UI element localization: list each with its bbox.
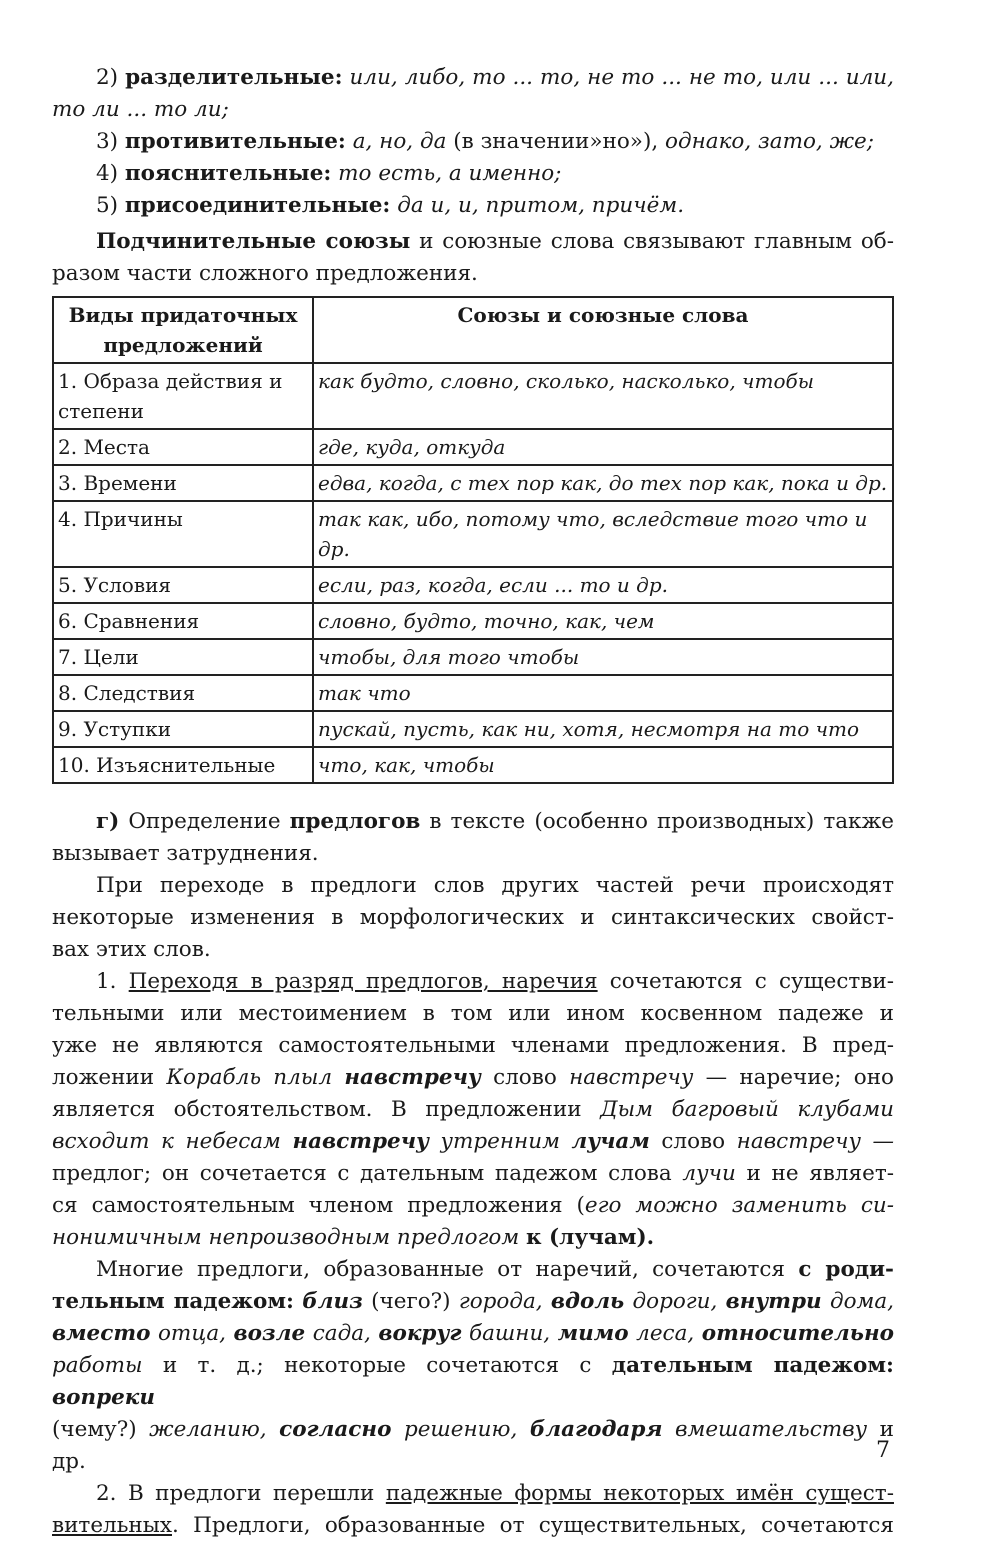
table-row bbox=[53, 603, 893, 639]
clause-type: 6. Сравнения bbox=[53, 603, 313, 639]
paragraph-point-1: 1. Переходя в разряд предлогов, наречия сочетаются с существи- тельными или местоимением в том или ином косвенном падеже и уже не являются самостоятельными членами предложения. В пред- ложении Корабль плыл навстречу слово навстречу — наречие; оно является обстоятельством. В предложении Дым багровый клубами всходит к небесам навстречу утренним лучам слово навстречу — предлог; он сочетается с дательным падежом слова лучи и не являет- ся самостоятельным членом предложения (его можно заменить си- нонимичным непроизводным предлогом к (лучам). bbox=[52, 969, 895, 1250]
clause-conjunctions: словно, будто, точно, как, чем bbox=[313, 603, 893, 639]
clause-conjunctions: едва, когда, с тех пор как, до тех пор как, пока и др. bbox=[313, 465, 893, 501]
clause-conjunctions: что, как, чтобы bbox=[313, 747, 893, 783]
clause-type: 1. Образа действия и степени bbox=[53, 363, 313, 429]
clause-type: 9. Уступки bbox=[53, 711, 313, 747]
clause-conjunctions: так что bbox=[313, 675, 893, 711]
table-row bbox=[53, 567, 893, 603]
paragraph-point-2: 2. В предлоги перешли падежные формы некоторых имён сущест- вительных. Предлоги, образованные от существительных, сочетаются bbox=[52, 1481, 894, 1538]
table-row bbox=[53, 675, 893, 711]
table-row bbox=[53, 429, 893, 465]
clause-conjunctions: где, куда, откуда bbox=[313, 429, 893, 465]
paragraph-transition: При переходе в предлоги слов других частей речи происходят некоторые изменения в морфологических и синтаксических свойст- вах этих слов. bbox=[52, 873, 894, 962]
paragraph-derived-prepositions: Многие предлоги, образованные от наречий, сочетаются с роди- тельным падежом: близ (чего?) города, вдоль дороги, внутри дома, вместо отца, возле сада, вокруг башни, мимо леса, относительно работы и т. д.; некоторые сочетаются с дательным падежом: вопреки (чему?) желанию, согласно решению, благодаря вмешательству и др. bbox=[52, 1257, 895, 1474]
table-row bbox=[53, 639, 893, 675]
clause-type: 10. Изъяснительные bbox=[53, 747, 313, 783]
clause-conjunctions: пускай, пусть, как ни, хотя, несмотря на то что bbox=[313, 711, 893, 747]
clause-conjunctions: как будто, словно, сколько, насколько, чтобы bbox=[313, 363, 893, 429]
table-row bbox=[53, 465, 893, 501]
list-item-divisive: 2) разделительные: или, либо, то ... то, не то ... не то, или ... или, то ли ... то ли; bbox=[52, 65, 894, 122]
page-content bbox=[52, 62, 894, 1542]
clause-type: 3. Времени bbox=[53, 465, 313, 501]
subordinate-intro: Подчинительные союзы и союзные слова связывают главным об- разом части сложного предложения. bbox=[52, 229, 894, 286]
clause-type: 8. Следствия bbox=[53, 675, 313, 711]
table-header-row bbox=[53, 297, 893, 363]
clause-type: 7. Цели bbox=[53, 639, 313, 675]
clause-type: 4. Причины bbox=[53, 501, 313, 567]
list-item-connective: 5) присоединительные: да и, и, притом, причём. bbox=[96, 193, 685, 218]
table-row bbox=[53, 501, 893, 567]
paragraph-prepositions: г) Определение предлогов в тексте (особенно производных) также вызывает затруднения. bbox=[52, 809, 894, 866]
clause-type: 2. Места bbox=[53, 429, 313, 465]
table-row bbox=[53, 363, 893, 429]
table-row bbox=[53, 747, 893, 783]
clause-conjunctions: если, раз, когда, если ... то и др. bbox=[313, 567, 893, 603]
clause-type: 5. Условия bbox=[53, 567, 313, 603]
table-header: Виды придаточных предложений bbox=[53, 297, 313, 363]
table-row bbox=[53, 711, 893, 747]
clause-conjunctions: так как, ибо, потому что, вследствие того что и др. bbox=[313, 501, 893, 567]
list-item-explanatory: 4) пояснительные: то есть, а именно; bbox=[96, 161, 562, 186]
list-item-adversative: 3) противительные: а, но, да (в значении»но»), однако, зато, же; bbox=[96, 129, 874, 154]
clause-types-table bbox=[52, 296, 894, 784]
page-number: 7 bbox=[876, 1438, 890, 1463]
table-header: Союзы и союзные слова bbox=[313, 297, 893, 363]
clause-conjunctions: чтобы, для того чтобы bbox=[313, 639, 893, 675]
